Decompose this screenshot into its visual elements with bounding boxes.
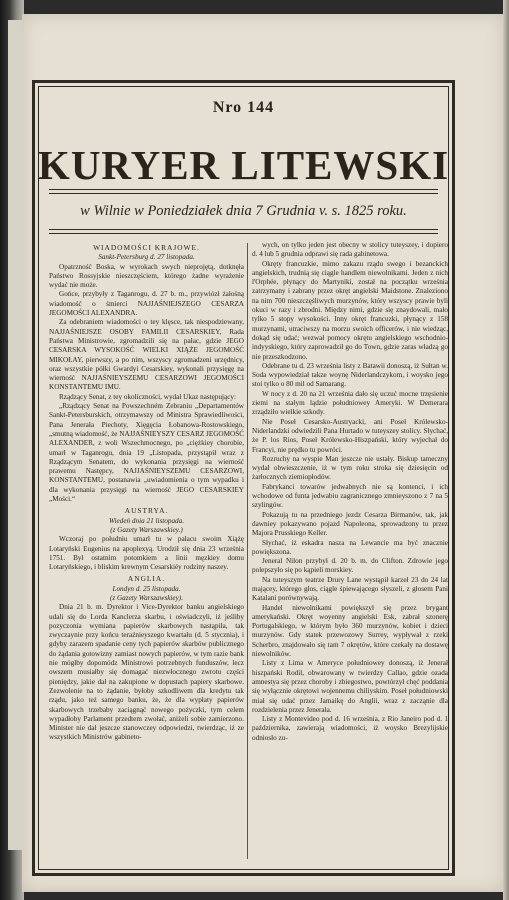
dateline: (z Gazety Warszawskiey). — [110, 593, 183, 602]
section-heading: WIADOMOŚCI KRAJOWE. — [93, 243, 200, 252]
article-paragraph: wych, on tylko jeden jest obecny w stolicy tuteyszey, i dopiero d. 4 lub 5 grudnia odprawi się rada gabinetowa. — [252, 241, 448, 259]
dateline: Wiedeń dnia 21 listopada. — [108, 516, 185, 525]
dateline: Londyn d. 25 listopada. — [112, 584, 181, 593]
article-paragraph: Na tuteyszym teatrze Drury Lane wystąpił karzeł 23 do 24 lat mającey, którego głos, ciągle śpiewającego słyszeli, z głosem Pani Katalani porównywają. — [252, 575, 448, 603]
section-heading: ANGLIA. — [127, 574, 166, 584]
article-paragraph: Handel niewolnikami powiększył się przez brygant amerykański. Okręt woyenny angielski Esk, zabrał szonerę Portugalskiego, w którym było 360 murzynów, kobiet i dzieci murzynów. Gdy statek przewozowy Surrey, wypływał z rzeki Scherbro, znajdowało się tam 7 okrętów, które czekały na dostawę niewolników. — [252, 603, 448, 659]
article-paragraph: Wczoraj po południu umarł tu w pałacu swoim Xiążę Lotaryński Eugenius na apoplexyą. Urodził się dnia 23 września 1751. Był ostatnim potomkiem a linii męzkiey domu Lotaryńskiego, i bliskim krewnym Cesarskiéy rodziny naszey. — [49, 535, 244, 572]
dateline: (z Gazety Warszawskiey.) — [110, 525, 183, 534]
right-text-column — [252, 241, 448, 861]
newspaper-page — [22, 14, 504, 892]
article-paragraph: Opatrzność Boska, w wyrokach swych nieprojętą, dotknęła Państwo Rossyjskie nieszczęściem, którego żadne wyrażenie wydać nie może. — [49, 262, 244, 290]
article-paragraph: Gońce, przybyły z Taganrogu, d. 27 b. m., przywiózł żałośną wiadomość o śmierci NAJJAŚNIEJSZEGO CESARZA JEGOMOŚCI ALEXANDRA. — [49, 290, 244, 318]
masthead-rule — [49, 189, 438, 190]
article-paragraph: Odebrane tu d. 23 września listy z Batawii donoszą, iż Sułtan w. Soda wypowiedział takze woynę Niderlandczykom, i woysko jego stoi tylko o 80 mil od Samarang. — [252, 361, 448, 389]
section-heading: AUSTRYA. — [124, 506, 169, 516]
article-paragraph: Słychać, iż eskadra nasza na Lewancie ma być znacznie powiększona. — [252, 538, 448, 556]
article-paragraph: Za odebraniem wiadomości o tey klęsce, tak niespodziewany, NAJJAŚNIEJSZE OSOBY FAMILII CESARSKIEY, Rada Państwa Ministrowie, zgromadzili się na pałac, gdzie JEGO CESARSKA WYSOKOŚĆ WIELKI XIĄŻE JEGOMOŚĆ MIKOŁAY, pierwszy, a po nim, wszyscy zgromadzeni urzędnicy, oraz wszystkie półki Gwardyi Cesarskiey, wykonali przysięgę na wierność NAJJAŚNIEYSZEMU CESARZOWI JEGOMOŚCI KONSTANTEMU IMU. — [49, 318, 244, 392]
newspaper-title: KURYER LITEWSKI — [37, 142, 450, 188]
previous-page-edge — [8, 20, 23, 850]
article-paragraph: Jeneral Nilon przybył d. 20 b. m. do Clifton. Zdrowie jego polepszyło się po kąpieli morskiey. — [252, 557, 448, 575]
article-paragraph: Rządzący Senat, z tey okoliczności, wydał Ukaz następujący: — [59, 392, 237, 401]
masthead-rule — [49, 233, 438, 234]
article-paragraph: Dnia 21 b. m. Dyrektor i Vice-Dyrektor banku angielskiego udali się do Lorda Kanclerza skarbu, i oświadczyli, iż jeśliby pozyczonia wymiana papierów skarbowych nastąpiła, tak zwyczaynie przy końcu teraźnieyszego kwartału (d. 5 stycznia), i gdyby zarazem spadanie ceny tych papierów skarbów publicznego do żądania gotowizny zamiast nowych papierów, w tym razie bank nie mógłby dopomódz Ministrowi potrzebnych funduszów, lecz owszem musiałby się domagać niezwłocznego zwrotu części pieniędzy, jakie dał na zakupione w dopustach papiery skarbowe. Zezwolenie na to żądanie, byłoby szkodliwem dla kredytu tak rządu, jako też samego banku, że, że dla wypłaty papierów skarbowych trzebaby zaciągnąć nowego pożyczki, tym celem wypadłoby Parlament przedtem zwołać, aniżeli sobie zamierzono. Minister nie dał jeszcze stanowczey odpowiedzi, twierdząc, iż ze wszystkich Ministrów gabineto- — [49, 603, 244, 742]
masthead-rule — [49, 193, 438, 194]
issue-date-line: w Wilnie w Poniedziałek dnia 7 Grudnia v. s. 1825 roku. — [80, 203, 407, 219]
article-paragraph: Listy z Montevideo pod d. 16 września, z Rio Janeiro pod d. 1 października, zawierają wiadomości, iż woysko Brezylijskie odniosło zu- — [252, 715, 448, 742]
article-paragraph: Rozruchy na wyspie Man jeszcze nie ustały. Biskup tameczny wydał obwieszczenie, iż w tym roku stroka się dziesięcin od żarłocznych ziemiopłodów. — [252, 454, 448, 482]
masthead-rule — [49, 229, 438, 230]
article-paragraph: Fabrykanci towarów jedwabnych nie są kontenci, i ich wchodowe od funta jedwabiu zagranicznego zmnieyszono z 7 na 5 szylingów. — [252, 482, 448, 510]
article-paragraph: Okręty francuzkie, mimo zakazu rządu swego i bezanckich angielskich, trudnią się ciągle handlem niewolnikami. Jeden z nich l'Orphée, płynący do Martyniki, został na początku września zatrzymany i zabrany przez okręt angielski Maidstone. Znaleziono na nim 700 nieszczęśliwych murzynów, który wszyscy prawie byli okuci w razy i zbrodni. Między nimi, gdzie się znaydowali, mało tylko 5 stopy wysokości. Inny okręt francuzki, płynący z 158 murzynami, utraciwszy na morzu swoich officerów, i nie wiedząc, dokąd się udać; wezwał pomocy okrętu angielskiego wschodnio-indyyskiego, który zaprowadził go do Town, gdzie zaras władzą go nie przeszkodzono. — [252, 259, 448, 361]
issue-number: Nro 144 — [212, 99, 275, 116]
article-paragraph: „Rządzący Senat na Powszechném Zebraniu „Departamentów Sankt-Petersburskich, otrzymawszy od Ministra Sprawiedliwości, Pana Jenerała Piechoty, Xięgęcia Łobanowa-Rostowskiego, „smutną wiadomość, że NAJJAŚNIEYSZY CESARZ JEGOMOŚĆ ALEXANDER, z woli Wszechmocnego, po „ciężkiey chorobie, umarł w Taganrogu, dnia 19 „Listopada, przystąpił wraz z Rządzącym Senatem, do wykonania przysięgi na wierność prawemu Następcy, NAJJAŚNIEYSZEMU CESARZOWI, KONSTANTEMU, postanawia „uwiadomienia o tym wypadku i dla wykonania przysięgi na wierność JEGO CESARSKIEY „Mości.“ — [49, 402, 244, 504]
dateline: Sankt-Petersburg d. 27 listopada. — [98, 253, 195, 262]
article-paragraph: Listy z Lima w Ameryce południowey donoszą, iż Jenerał hiszpański Rodil, obwarowany w twierdzy Callao, gdzie ozada amnestya się przez choroby i zbiegostwo, powtórzył chęć poddania się wyłącznie okrętowi wojennemu chiliyskim. Poseł południowski miał się udać przez Jamaikę do Anglii, wraz z zacząnie dla rozdzielenia przez Jenerała. — [252, 659, 448, 714]
page-border — [32, 80, 455, 876]
left-text-column — [49, 241, 244, 861]
article-paragraph: Pokazują tu na przedniego jezdz Cesarza Birmanów, tak, jak dawniey pokazywano pojazd Napoleona, sprowadzony tu przez Majora Prusskiego Keller. — [252, 510, 448, 538]
article-paragraph: Nie Poseł Cesarsko-Austryacki, ani Poseł Królewsko-Niderlandzki odwiedzili Pana Hurtado w tuteyszey stolicy. Słychać, że P. los Rios, Poseł Królewsko-Hiszpański, który wyjechał do Francyi, nie prędko tu powróci. — [252, 417, 448, 454]
column-divider — [247, 243, 248, 859]
page-edge-shadow — [503, 0, 509, 900]
article-paragraph: W nocy z d. 20 na 21 września dało się uczuć mocne trzęsienie ziemi na stałym lądzie południowey Ameryki. W Demerara zrządziło wielkie szkody. — [252, 389, 448, 417]
